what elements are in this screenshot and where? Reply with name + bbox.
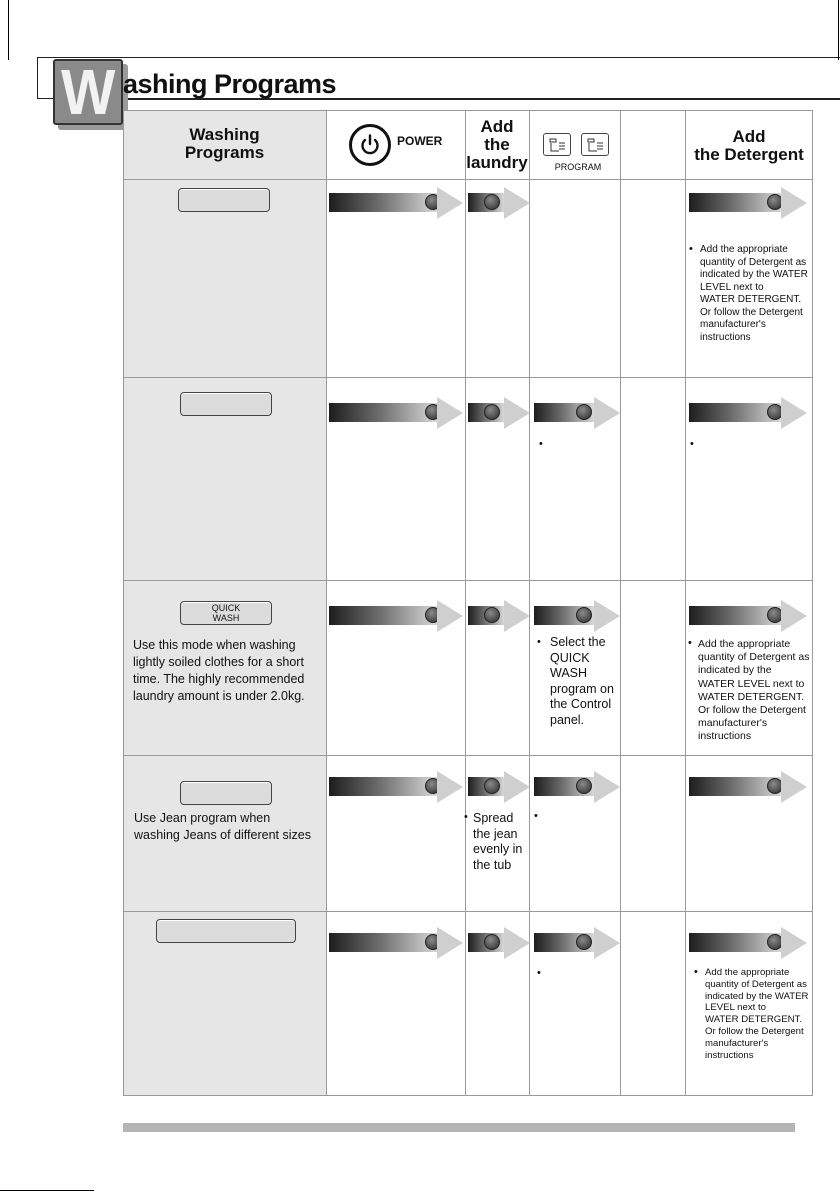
column-divider	[812, 110, 813, 1096]
row-divider	[123, 179, 813, 180]
row-divider	[123, 377, 813, 378]
quick-wash-button	[180, 601, 272, 625]
program-button	[180, 781, 272, 805]
crop-mark	[0, 1190, 94, 1191]
header-power: POWER	[397, 134, 443, 148]
bullet: •	[534, 810, 538, 822]
program-note: Select the QUICK WASH program on the Control panel.	[550, 635, 614, 727]
row-divider	[123, 911, 813, 912]
header-washing-programs	[123, 126, 326, 162]
program-button-icon	[581, 133, 609, 156]
bullet: •	[689, 243, 693, 255]
program-button	[178, 188, 270, 212]
initial-letter: W	[60, 56, 116, 128]
bullet: •	[537, 636, 541, 648]
detergent-note: Add the appropriate quantity of Detergent as indicated by the WATER LEVEL next to WATER DETERGENT. Or follow the Detergent manufacturer's instructions	[698, 638, 810, 743]
detergent-note: Add the appropriate quantity of Detergent as indicated by the WATER LEVEL next to WATER DETERGENT. Or follow the Detergent manufacturer's instructions	[700, 244, 808, 343]
column-divider	[465, 110, 466, 1096]
row-divider	[123, 755, 813, 756]
power-icon	[349, 124, 391, 166]
bullet: •	[539, 438, 543, 450]
crop-mark	[8, 0, 9, 60]
quick-wash-description: Use this mode when washing lightly soiled clothes for a short time. The highly recommended laundry amount is under 2.0kg.	[133, 638, 305, 703]
header-add-laundry-text: Add the laundry	[466, 117, 528, 172]
bullet: •	[464, 811, 468, 823]
header-add-laundry	[465, 118, 529, 172]
crop-mark	[838, 0, 839, 60]
detergent-note: Add the appropriate quantity of Detergent as indicated by the WATER LEVEL next to WATER DETERGENT. Or follow the Detergent manufacturer's instructions	[705, 967, 809, 1061]
bullet: •	[688, 637, 692, 649]
laundry-note: Spread the jean evenly in the tub	[473, 811, 523, 872]
programs-table	[123, 110, 813, 1096]
column-divider	[326, 110, 327, 1096]
bullet: •	[690, 438, 694, 450]
column-divider	[685, 110, 686, 1096]
quick-wash-button-label: QUICK WASH	[211, 603, 241, 623]
row-divider	[123, 580, 813, 581]
header-add-detergent	[685, 128, 813, 164]
program-button-icon	[543, 133, 571, 156]
header-washing-programs-text: Washing Programs	[184, 125, 265, 162]
program-button	[156, 919, 296, 943]
header-program: PROGRAM	[554, 162, 602, 172]
jean-description: Use Jean program when washing Jeans of different sizes	[134, 811, 311, 842]
bullet: •	[694, 966, 698, 978]
footer-bar	[123, 1123, 795, 1132]
row-divider	[123, 1095, 813, 1096]
column-divider	[123, 110, 124, 1096]
header-add-detergent-text: Add the Detergent	[694, 127, 804, 164]
page-title: ashing Programs	[123, 69, 337, 99]
row-divider	[123, 110, 813, 111]
program-button	[180, 392, 272, 416]
column-divider	[620, 110, 621, 1096]
bullet: •	[537, 967, 541, 979]
initial-letter-box	[53, 56, 123, 128]
